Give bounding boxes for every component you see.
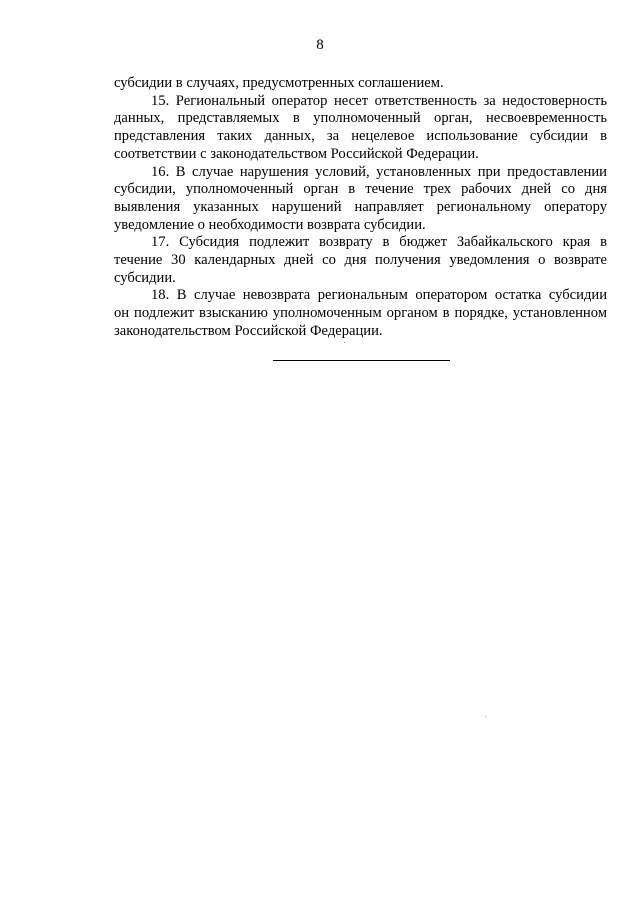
text-line: данных, представляемых в уполномоченный орган, несвоевременность [114, 110, 607, 127]
scan-speck [344, 342, 345, 343]
text-line: субсидии, уполномоченный орган в течение трех рабочих дней со дня [114, 181, 607, 198]
paragraph-16-first-line: 16. В случае нарушения условий, установленных при предоставлении [151, 163, 607, 180]
text-line: субсидии в случаях, предусмотренных соглашением. [114, 75, 444, 91]
text-line: уведомление о необходимости возврата субсидии. [114, 216, 426, 233]
paragraph-18-first-line: 18. В случае невозврата региональным оператором остатка субсидии [151, 287, 607, 304]
paragraph-17-first-line: 17. Субсидия подлежит возврату в бюджет Забайкальского края в [151, 234, 607, 251]
text-line: законодательством Российской Федерации. [114, 322, 383, 339]
text-line: выявления указанных нарушений направляет региональному оператору [114, 198, 607, 215]
text-line: представления таких данных, за нецелевое использование субсидии в [114, 128, 607, 145]
paragraph-15-first-line: 15. Региональный оператор несет ответственность за недостоверность [151, 92, 607, 109]
text-line: течение 30 календарных дней со дня получения уведомления о возврате [114, 252, 607, 269]
page-number: 8 [316, 37, 324, 53]
document-body [114, 75, 607, 341]
end-of-document-rule [273, 360, 450, 361]
text-line: он подлежит взысканию уполномоченным органом в порядке, установленном [114, 305, 607, 322]
text-line: соответствии с законодательством Российской Федерации. [114, 145, 479, 162]
text-line: субсидии. [114, 269, 176, 286]
scan-speck [485, 716, 486, 717]
